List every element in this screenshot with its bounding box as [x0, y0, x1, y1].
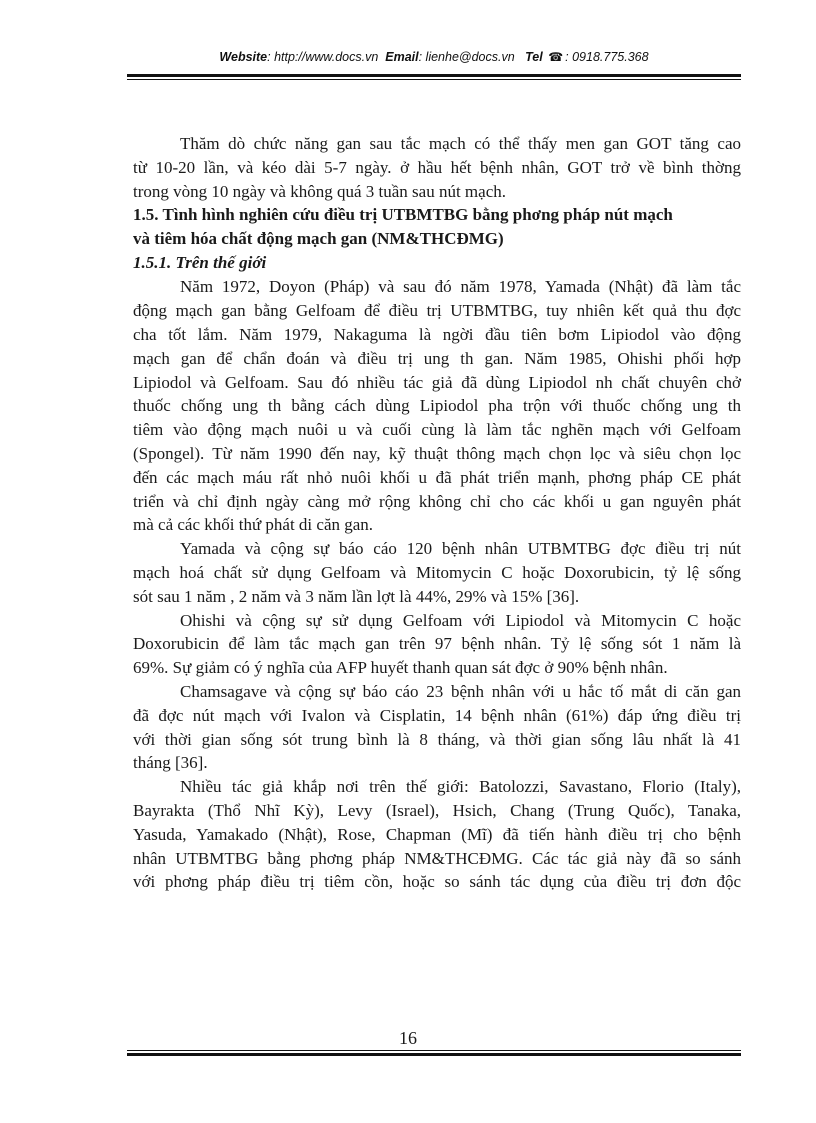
- tel-label: Tel: [525, 50, 543, 64]
- page-number: 16: [399, 1028, 417, 1048]
- text-line: mà cả các khối thứ phát di căn gan.: [133, 515, 374, 535]
- heading-line: 1.5. Tình hình nghiên cứu điều trị UTBMTBG bằng phơng pháp nút mạch: [133, 205, 673, 225]
- text-line: mạch hoá chất sử dụng Gelfoam và Mitomycin C hoặc Doxorubicin, tỷ lệ sống: [133, 562, 741, 582]
- text-line: Lipiodol và Gelfoam. Sau đó nhiều tác giả đã dùng Lipiodol nh chất chuyên chở: [133, 372, 741, 392]
- footer-rule-thick: [127, 1053, 741, 1056]
- text-line: tiêm vào động mạch nuôi u và cuối cùng là làm tắc nghẽn mạch với Gelfoam: [133, 420, 741, 440]
- text-line: 69%. Sự giảm có ý nghĩa của AFP huyết thanh quan sát đợc ở 90% bệnh nhân.: [133, 658, 668, 678]
- footer-rule-thin: [127, 1050, 741, 1051]
- text-line: tháng [36].: [133, 753, 208, 773]
- text-line: nhân UTBMTBG bằng phơng pháp NM&THCĐMG. Các tác giả này đã so sánh: [133, 848, 741, 868]
- text-line: mạch gan để chẩn đoán và điều trị ung th gan. Năm 1985, Ohishi phối hợp: [133, 348, 741, 368]
- header-rule-thick: [127, 74, 741, 77]
- text-line: từ 10-20 lần, và kéo dài 5-7 ngày. ở hầu hết bệnh nhân, GOT trở về bình thờng: [133, 157, 741, 177]
- header-rule-thin: [127, 79, 741, 80]
- tel-value: : 0918.775.368: [565, 50, 649, 64]
- text-line: Bayrakta (Thổ Nhĩ Kỳ), Levy (Israel), Hsich, Chang (Trung Quốc), Tanaka,: [133, 800, 741, 820]
- website-label: Website: [219, 50, 268, 64]
- email-value: : lienhe@docs.vn: [418, 50, 515, 64]
- phone-icon: ☎: [548, 50, 564, 64]
- text-line: đã đợc nút mạch với Ivalon và Cisplatin, 14 bệnh nhân (61%) đáp ứng điều trị: [133, 705, 741, 725]
- text-line: Yamada và cộng sự báo cáo 120 bệnh nhân UTBMTBG đợc điều trị nút: [180, 539, 741, 559]
- text-line: Năm 1972, Doyon (Pháp) và sau đó năm 1978, Yamada (Nhật) đã làm tắc: [180, 277, 741, 297]
- text-line: Thăm dò chức năng gan sau tắc mạch có thể thấy men gan GOT tăng cao: [180, 134, 741, 153]
- text-line: động mạch gan bằng Gelfoam để điều trị UTBMTBG, tuy nhiên kết quả thu đợc: [133, 301, 741, 321]
- paragraph-5: [133, 680, 741, 775]
- email-label: Email: [385, 50, 419, 64]
- paragraph-4: [133, 609, 741, 680]
- section-heading: [133, 203, 741, 251]
- page-body: [133, 132, 741, 894]
- heading-line: và tiêm hóa chất động mạch gan (NM&THCĐMG): [133, 229, 504, 249]
- text-line: Ohishi và cộng sự sử dụng Gelfoam với Lipiodol và Mitomycin C hoặc: [180, 610, 741, 630]
- paragraph-1: [133, 132, 741, 203]
- text-line: cha tốt lắm. Năm 1979, Nakaguma là ngời đầu tiên bơm Lipiodol vào động: [133, 324, 741, 344]
- text-line: trong vòng 10 ngày và không quá 3 tuần sau nút mạch.: [133, 181, 506, 201]
- text-line: Nhiều tác giả khắp nơi trên thế giới: Batolozzi, Savastano, Florio (Italy),: [180, 777, 741, 797]
- text-line: với thời gian sống sót trung bình là 8 tháng, và thời gian sống lâu nhất là 41: [133, 729, 741, 749]
- text-line: Chamsagave và cộng sự báo cáo 23 bệnh nhân với u hắc tố mắt di căn gan: [180, 681, 741, 701]
- text-line: với phơng pháp điều trị tiêm cồn, hoặc so sánh tác dụng của điều trị đơn độc: [133, 872, 741, 892]
- paragraph-2: [133, 275, 741, 537]
- page-header: [127, 50, 741, 72]
- text-line: triển và chỉ định ngày càng mở rộng không chỉ cho các khối u gan nguyên phát: [133, 491, 741, 511]
- text-line: thuốc chống ung th bằng cách dùng Lipiodol pha trộn với thuốc chống ung th: [133, 396, 741, 416]
- paragraph-6: [133, 775, 741, 894]
- text-line: sót sau 1 năm , 2 năm và 3 năm lần lợt là 44%, 29% và 15% [36].: [133, 586, 580, 606]
- text-line: đến các mạch máu rất nhỏ nuôi khối u đã phát triển mạnh, phơng pháp CE phát: [133, 467, 741, 487]
- text-line: Yasuda, Yamakado (Nhật), Rose, Chapman (Mĩ) đã tiến hành điều trị cho bệnh: [133, 824, 741, 844]
- website-value: : http://www.docs.vn: [267, 50, 379, 64]
- paragraph-3: [133, 537, 741, 608]
- text-line: Doxorubicin để làm tắc mạch gan trên 97 bệnh nhân. Tỷ lệ sống sót 1 năm là: [133, 634, 741, 654]
- subsection-heading: 1.5.1. Trên thế giới: [133, 253, 267, 273]
- text-line: (Spongel). Từ năm 1990 đến nay, kỹ thuật thông mạch chọn lọc và siêu chọn lọc: [133, 443, 741, 463]
